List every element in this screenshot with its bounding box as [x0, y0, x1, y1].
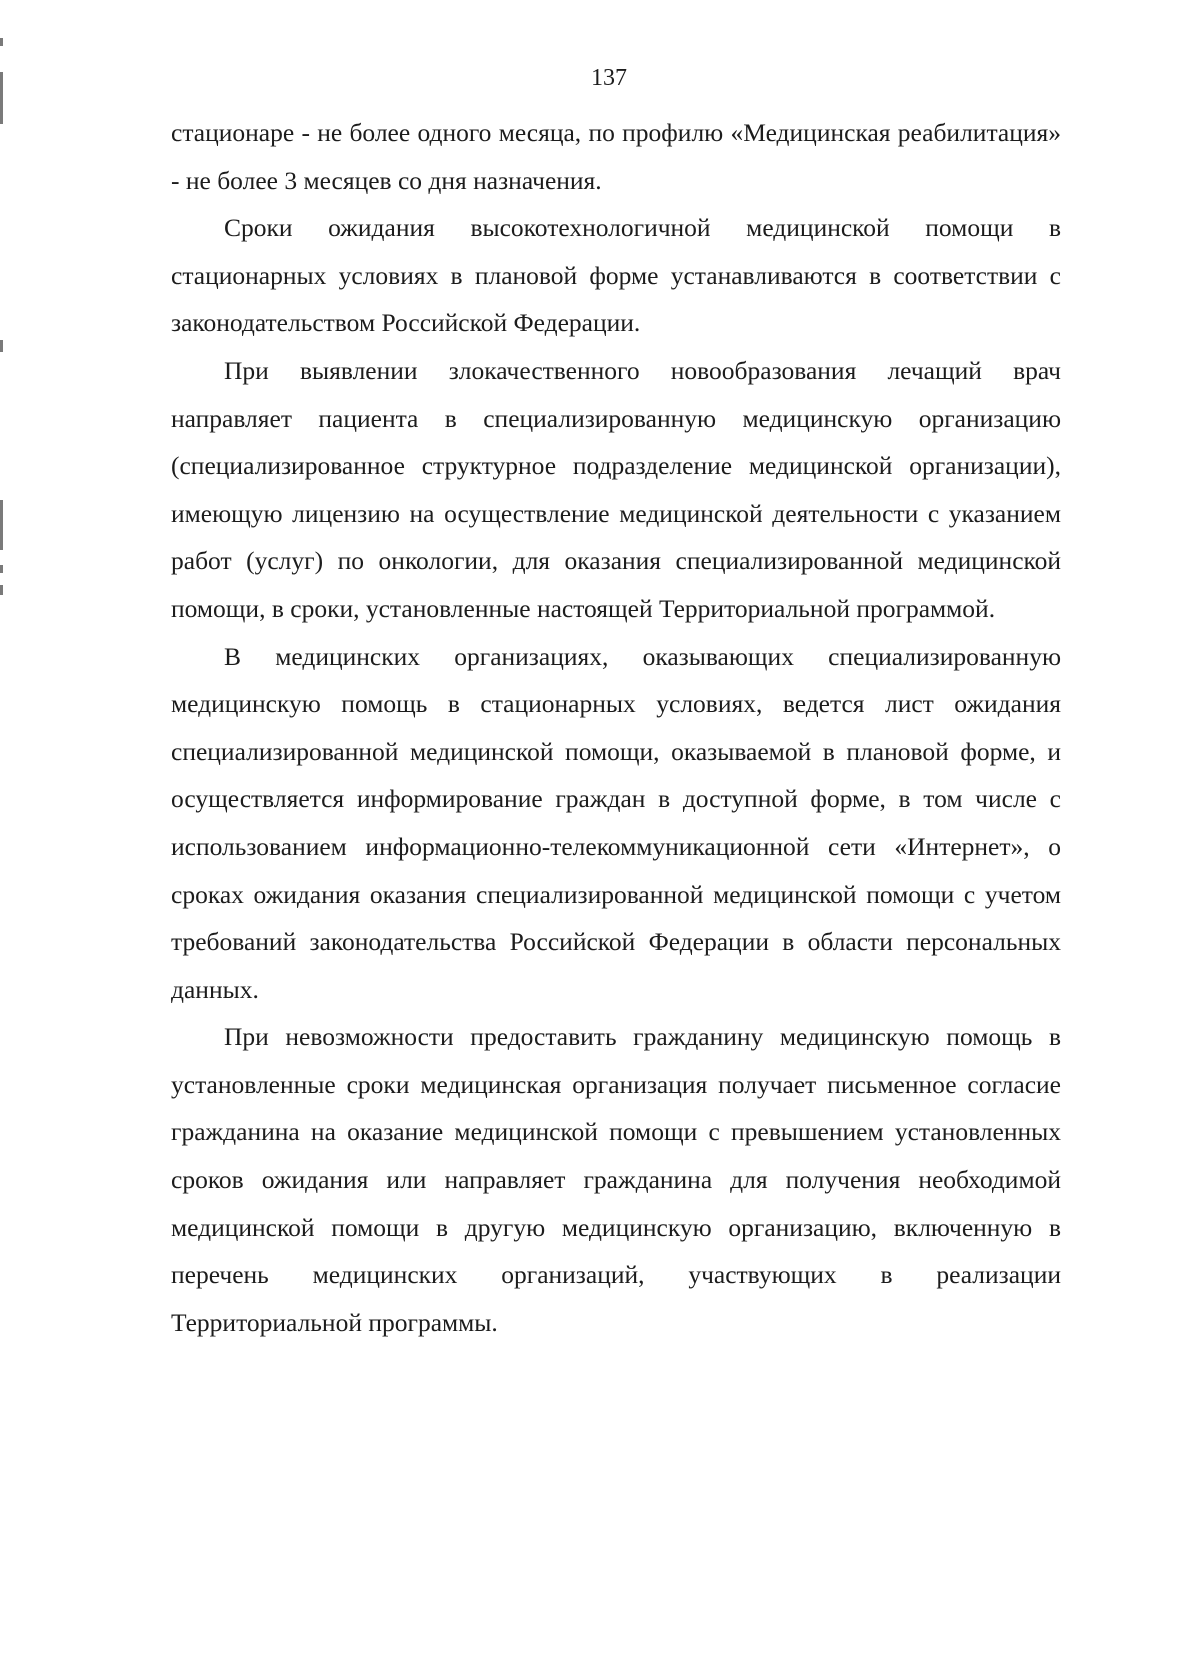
scan-edge-mark [0, 500, 3, 550]
scan-edge-mark [0, 72, 3, 124]
scan-edge-mark [0, 565, 3, 573]
paragraph: При выявлении злокачественного новообразования лечащий врач направляет пациента в специализированную медицинскую организацию (специализированное структурное подразделение медицинской организации), имеющую лицензию на осуществление медицинской деятельности с указанием работ (услуг) по онкологии, для оказания специализированной медицинской помощи, в сроки, установленные настоящей Территориальной программой. [171, 355, 1061, 623]
paragraph: стационаре - не более одного месяца, по профилю «Медицинская реабилитация» - не более 3 месяцев со дня назначения. [171, 118, 1061, 195]
scan-edge-mark [0, 585, 3, 595]
scan-edge-mark [0, 38, 3, 46]
scan-edge-mark [0, 340, 3, 352]
paragraph: При невозможности предоставить гражданину медицинскую помощь в установленные сроки медицинская организация получает письменное согласие гражданина на оказание медицинской помощи с превышением установленных сроков ожидания или направляет гражданина для получения необходимой медицинской помощи в другую медицинскую организацию, включенную в перечень медицинских организаций, участвующих в реализации Территориальной программы. [171, 1022, 1061, 1337]
paragraph: Сроки ожидания высокотехнологичной медицинской помощи в стационарных условиях в плановой форме устанавливаются в соответствии с законодательством Российской Федерации. [171, 213, 1061, 338]
paragraph: В медицинских организациях, оказывающих специализированную медицинскую помощь в стационарных условиях, ведется лист ожидания специализированной медицинской помощи, оказываемой в плановой форме, и осуществляется информирование граждан в доступной форме, в том числе с использованием информационно-телекоммуникационной сети «Интернет», о сроках ожидания оказания специализированной медицинской помощи с учетом требований законодательства Российской Федерации в области персональных данных. [171, 641, 1061, 1004]
page-number: 137 [591, 65, 627, 91]
document-body [171, 109, 1061, 1346]
